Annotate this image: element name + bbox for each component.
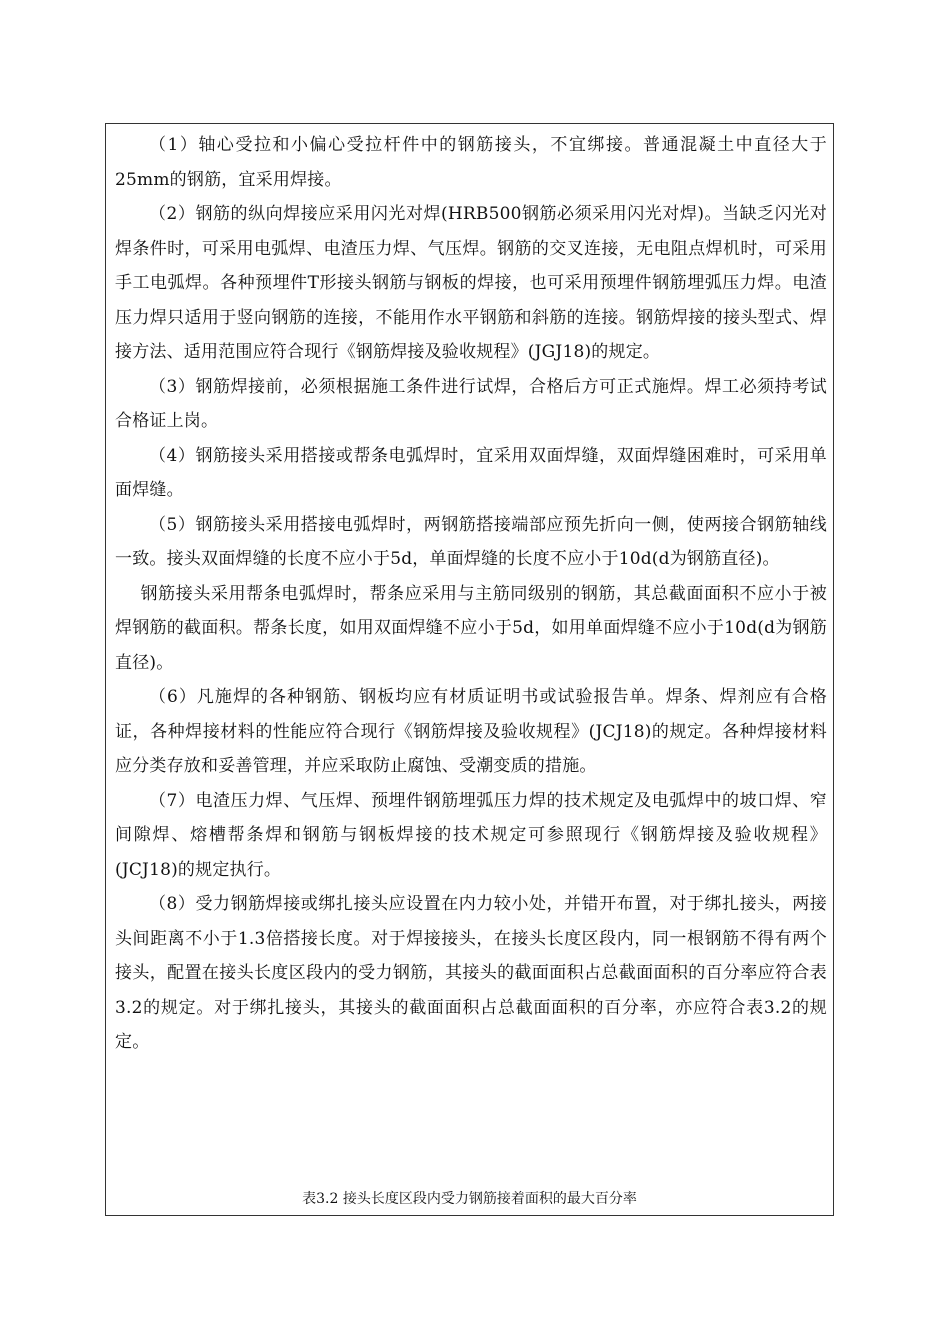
- paragraph-5: （5）钢筋接头采用搭接电弧焊时，两钢筋搭接端部应预先折向一侧，使两接合钢筋轴线一致。接头双面焊缝的长度不应小于5d，单面焊缝的长度不应小于10d(d为钢筋直径)。: [115, 514, 827, 569]
- paragraph-4: （4）钢筋接头采用搭接或帮条电弧焊时，宜采用双面焊缝，双面焊缝困难时，可采用单面焊缝。: [115, 445, 827, 500]
- document-body: [115, 128, 827, 1060]
- paragraph-6: （6）凡施焊的各种钢筋、钢板均应有材质证明书或试验报告单。焊条、焊剂应有合格证，各种焊接材料的性能应符合现行《钢筋焊接及验收规程》(JCJ18)的规定。各种焊接材料应分类存放和妥善管理，并应采取防止腐蚀、受潮变质的措施。: [115, 687, 827, 776]
- paragraph-5-continued: 钢筋接头采用帮条电弧焊时，帮条应采用与主筋同级别的钢筋，其总截面面积不应小于被焊钢筋的截面积。帮条长度，如用双面焊缝不应小于5d，如用单面焊缝不应小于10d(d为钢筋直径)。: [115, 583, 827, 673]
- table-caption: 表3.2 接头长度区段内受力钢筋接着面积的最大百分率: [302, 1191, 637, 1207]
- paragraph-3: （3）钢筋焊接前，必须根据施工条件进行试焊，合格后方可正式施焊。焊工必须持考试合格证上岗。: [115, 376, 827, 431]
- paragraph-2: （2）钢筋的纵向焊接应采用闪光对焊(HRB500钢筋必须采用闪光对焊)。当缺乏闪光对焊条件时，可采用电弧焊、电渣压力焊、气压焊。钢筋的交叉连接，无电阻点焊机时，可采用手工电弧焊。各种预埋件T形接头钢筋与钢板的焊接，也可采用预埋件钢筋埋弧压力焊。电渣压力焊只适用于竖向钢筋的连接，不能用作水平钢筋和斜筋的连接。钢筋焊接的接头型式、焊接方法、适用范围应符合现行《钢筋焊接及验收规程》(JGJ18)的规定。: [115, 204, 827, 362]
- paragraph-1: （1）轴心受拉和小偏心受拉杆件中的钢筋接头，不宜绑接。普通混凝土中直径大于25mm的钢筋，宜采用焊接。: [115, 135, 827, 190]
- document-frame: [105, 123, 834, 1216]
- paragraph-7: （7）电渣压力焊、气压焊、预埋件钢筋埋弧压力焊的技术规定及电弧焊中的坡口焊、窄间隙焊、熔槽帮条焊和钢筋与钢板焊接的技术规定可参照现行《钢筋焊接及验收规程》(JCJ18)的规定执行。: [115, 790, 827, 880]
- paragraph-8: （8）受力钢筋焊接或绑扎接头应设置在内力较小处，并错开布置，对于绑扎接头，两接头间距离不小于1.3倍搭接长度。对于焊接接头，在接头长度区段内，同一根钢筋不得有两个接头，配置在接头长度区段内的受力钢筋，其接头的截面面积占总截面面积的百分率应符合表3.2的规定。对于绑扎接头，其接头的截面面积占总截面面积的百分率，亦应符合表3.2的规定。: [115, 894, 827, 1052]
